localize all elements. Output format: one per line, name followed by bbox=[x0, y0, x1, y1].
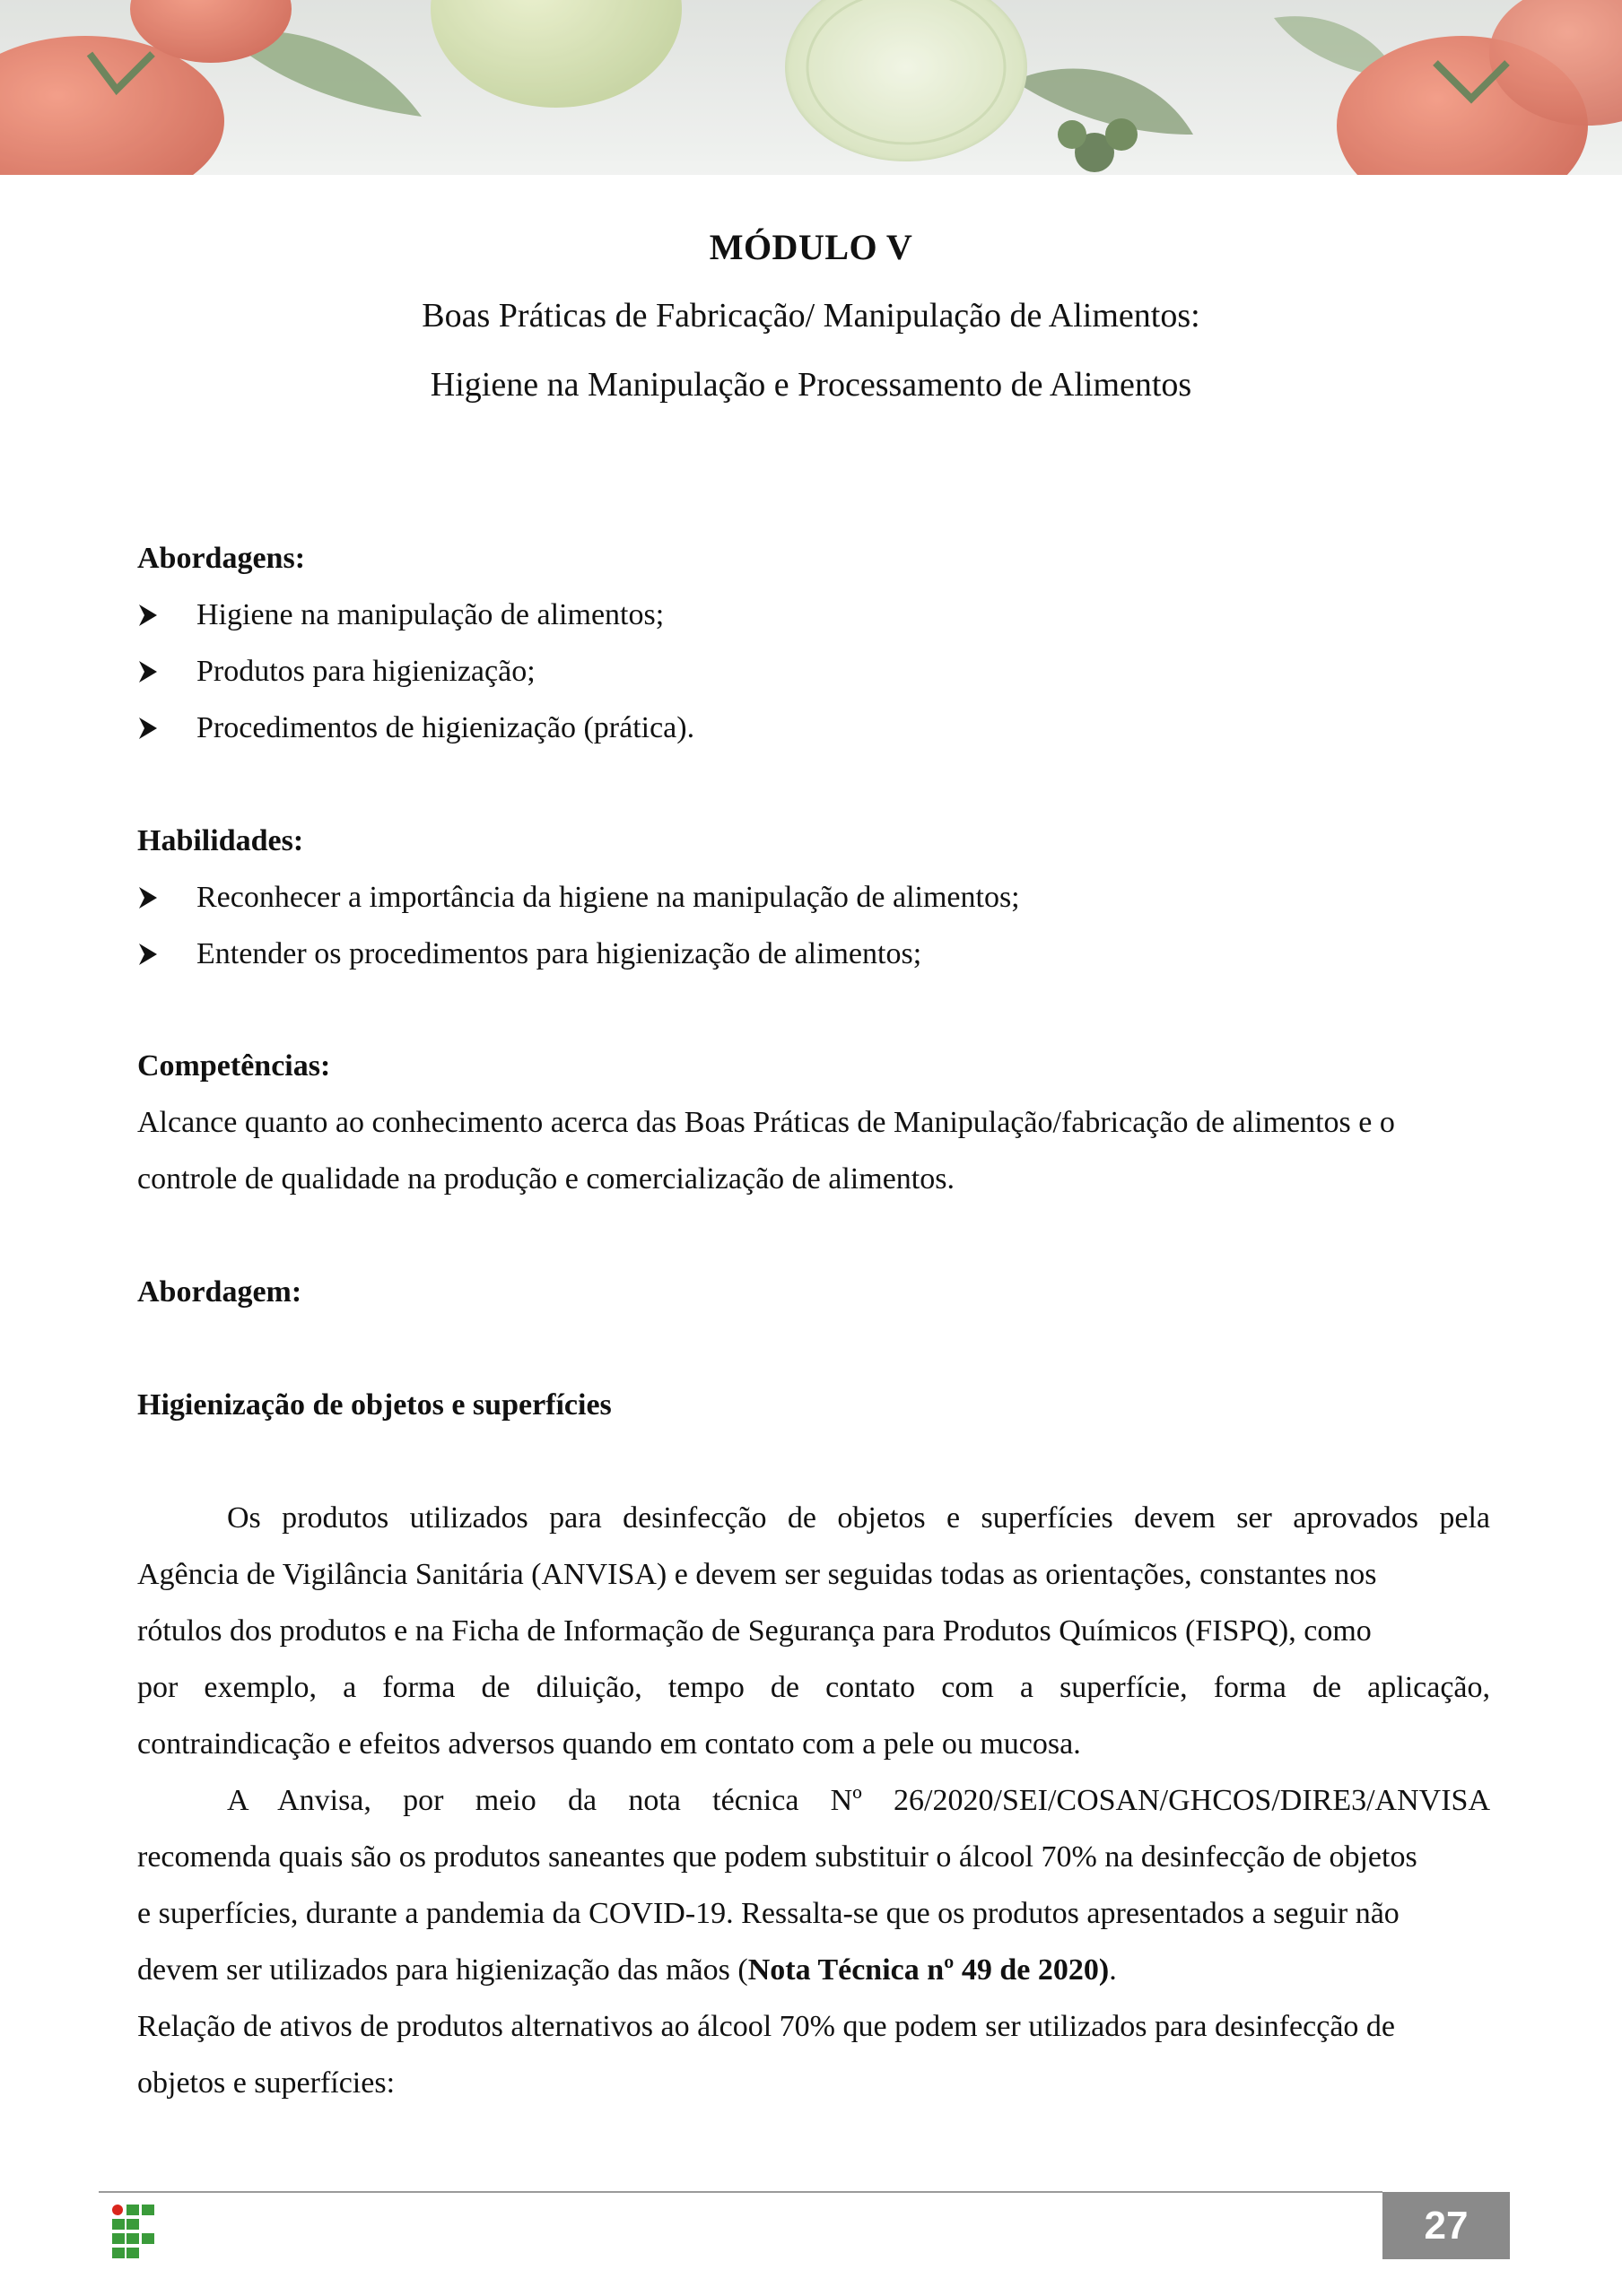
page-number: 27 bbox=[1382, 2192, 1510, 2259]
abordagens-item-text: Produtos para higienização; bbox=[196, 655, 536, 688]
paragraph-line: Os produtos utilizados para desinfecção de objetos e superfícies devem ser aprovados pela bbox=[227, 1501, 1490, 1535]
arrowhead-bullet-icon bbox=[137, 711, 196, 745]
arrowhead-bullet-icon bbox=[137, 655, 196, 689]
arrowhead-bullet-icon bbox=[137, 598, 196, 632]
abordagens-heading: Abordagens: bbox=[137, 542, 306, 575]
abordagens-item-text: Higiene na manipulação de alimentos; bbox=[196, 598, 665, 631]
habilidades-item-text: Reconhecer a importância da higiene na manipulação de alimentos; bbox=[196, 881, 1020, 914]
abordagens-item bbox=[137, 598, 664, 632]
section-title: Higienização de objetos e superfícies bbox=[137, 1388, 612, 1422]
habilidades-item-text: Entender os procedimentos para higienização de alimentos; bbox=[196, 937, 922, 970]
paragraph-line: contraindicação e efeitos adversos quando em contato com a pele ou mucosa. bbox=[137, 1727, 1081, 1761]
paragraph-text: . bbox=[1109, 1953, 1117, 1987]
habilidades-item bbox=[137, 937, 921, 971]
paragraph-line bbox=[137, 1953, 1490, 1987]
paragraph-line: A Anvisa, por meio da nota técnica Nº 26/2020/SEI/COSAN/GHCOS/DIRE3/ANVISA bbox=[227, 1784, 1490, 1817]
habilidades-item bbox=[137, 881, 1020, 915]
abordagens-item bbox=[137, 711, 694, 745]
module-subtitle-line1: Boas Práticas de Fabricação/ Manipulação de Alimentos: bbox=[422, 297, 1200, 335]
abordagens-item-text: Procedimentos de higienização (prática). bbox=[196, 711, 695, 744]
paragraph-line: recomenda quais são os produtos saneantes que podem substituir o álcool 70% na desinfecção de objetos bbox=[137, 1840, 1417, 1874]
paragraph-line: e superfícies, durante a pandemia da COVID-19. Ressalta-se que os produtos apresentados a seguir não bbox=[137, 1897, 1400, 1930]
header-banner-image bbox=[0, 0, 1622, 175]
paragraph-line: Agência de Vigilância Sanitária (ANVISA) e devem ser seguidas todas as orientações, constantes nos bbox=[137, 1558, 1377, 1591]
paragraph-line: Relação de ativos de produtos alternativos ao álcool 70% que podem ser utilizados para desinfecção de bbox=[137, 2010, 1396, 2043]
competencias-text-line: Alcance quanto ao conhecimento acerca das Boas Práticas de Manipulação/fabricação de alimentos e o bbox=[137, 1106, 1395, 1139]
technical-note-reference: Nota Técnica nº 49 de 2020) bbox=[747, 1953, 1110, 1987]
arrowhead-bullet-icon bbox=[137, 881, 196, 915]
institute-logo-icon bbox=[111, 2204, 156, 2259]
module-subtitle-line2: Higiene na Manipulação e Processamento de Alimentos bbox=[430, 366, 1192, 404]
competencias-heading: Competências: bbox=[137, 1049, 331, 1083]
habilidades-heading: Habilidades: bbox=[137, 824, 304, 857]
paragraph-line: rótulos dos produtos e na Ficha de Informação de Segurança para Produtos Químicos (FISPQ), como bbox=[137, 1614, 1372, 1648]
paragraph-line: objetos e superfícies: bbox=[137, 2066, 396, 2100]
arrowhead-bullet-icon bbox=[137, 937, 196, 971]
paragraph-text: devem ser utilizados para higienização das mãos ( bbox=[137, 1953, 748, 1987]
abordagens-item bbox=[137, 655, 536, 689]
footer-divider bbox=[99, 2191, 1382, 2193]
module-title: MÓDULO V bbox=[709, 227, 913, 267]
paragraph-line: por exemplo, a forma de diluição, tempo de contato com a superfície, forma de aplicação, bbox=[137, 1671, 1490, 1704]
competencias-text-line: controle de qualidade na produção e comercialização de alimentos. bbox=[137, 1162, 955, 1196]
abordagem-heading: Abordagem: bbox=[137, 1275, 302, 1309]
